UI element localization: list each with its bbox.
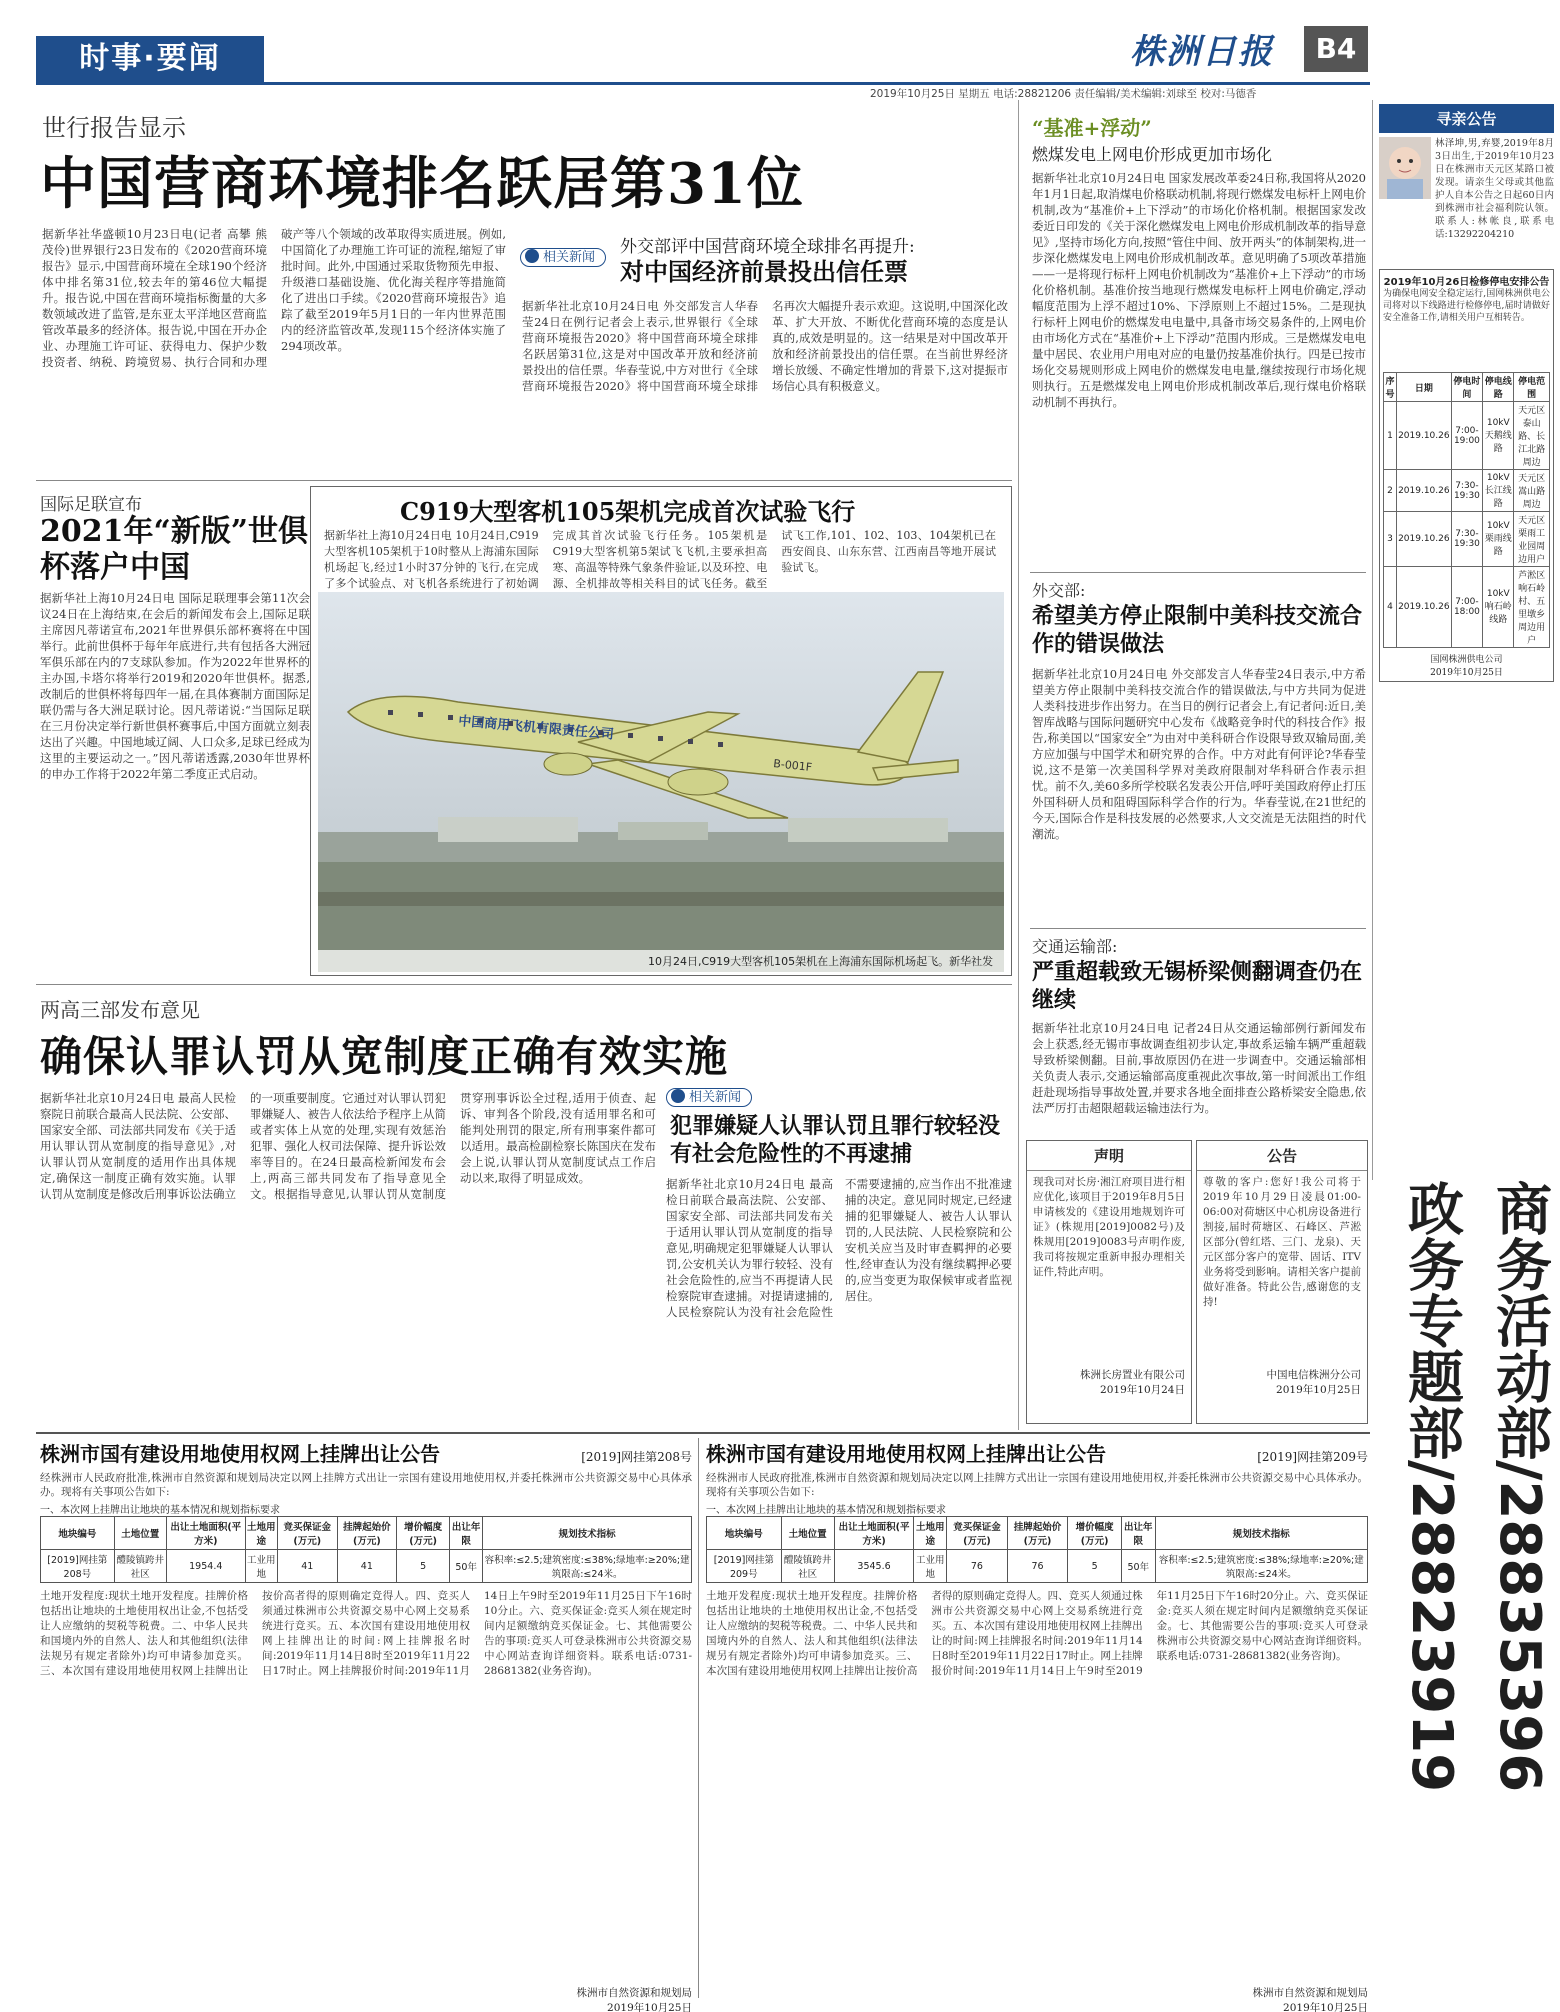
power-body: 据新华社北京10月24日电 国家发展改革委24日称,我国将从2020年1月1日起,取消煤电价格联动机制,将现行燃煤发电标杆上网电价机制,改为“基准价+上下浮动”的市场化价格机制。根据国家发改委近日印发的《关于深化燃煤发电上网电价形成机制改革的指导意见》,坚持市场化方向,按照“管住中间、放开两头”的体制架构,进一步深化燃煤发电上网电价形成机制改革。意见明确了5项改革措施——一是将现行标杆上网电价机制改为“基准价+上下浮动”的市场化价格机制。基准价按当地现行燃煤发电标杆上网电价确定,浮动幅度范围为上浮不超过10%、下浮原则上不超过15%。二是现执行标杆上网电价的燃煤发电电量中,具备市场交易条件的,上网电价由市场化方式在“基准价+上下浮动”范围内形成。三是燃煤发电电量中居民、农业用户用电对应的电量仍按基准价执行。四是已按市场化交易规则形成上网电价的燃煤发电电量,继续按现行市场化规则执行。五是燃煤发电上网电价形成机制改革后,现行煤电价格联动机制不再执行。 [1032, 171, 1366, 409]
section-tag: 时事·要闻 [36, 36, 264, 82]
plea-related-body: 据新华社北京10月24日电 最高检日前联合最高法院、公安部、国家安全部、司法部共同发布关于适用认罪认罚从宽制度的指导意见,明确规定犯罪嫌疑人认罪认罚,公安机关认为罪行较轻、没有社会危险性的,应当不再提请人民检察院审查逮捕。对提请逮捕的,人民检察院认为没有社会危险性不需要逮捕的,应当作出不批准逮捕的决定。意见同时规定,已经逮捕的犯罪嫌疑人、被告人认罪认罚的,人民法院、人民检察院和公安机关应当及时审查羁押的必要性,经审查认为没有继续羁押必要的,应当变更为取保候审或者监视居住。 [666, 1177, 1012, 1319]
missing-person-body: 林泽坤,男,弃婴,2019年8月3日出生,于2019年10月23日在株洲市天元区某路口被发现。请亲生父母或其他监护人自本公告之日起60日内到株洲市社会福利院认领。联系人:林帐良,联系电话:13292204210 [1435, 138, 1554, 240]
schedule-cell-area: 芦淞区响石岭村、五里墩乡周边用户 [1514, 567, 1550, 648]
schedule-cell-no: 3 [1384, 512, 1397, 567]
football-title: 2021年“新版”世俱杯落户中国 [40, 514, 309, 585]
ranking-body: 据新华社华盛顿10月23日电(记者 高攀 熊茂伶)世界银行23日发布的《2020营商环境报告》显示,中国营商环境在全球190个经济体中排名第31位,较去年的第46位大幅提升。报告说,中国在营商环境指标衡量的大多数领域改进了监管,是东亚太平洋地区营商监管改革最多的经济体。报告说,中国在开办企业、办理施工许可证、获得电力、保护少数投资者、纳税、跨境贸易、执行合同和办理破产等八个领域的改革取得实质进展。例如,中国简化了办理施工许可证的流程,缩短了审批时间。此外,中国通过采取货物预先申报、升级港口基础设施、优化海关程序等措施简化了进出口手续。《2020营商环境报告》追踪了截至2019年5月1日的一年内世界范围内的经济监管改革,发现115个经济体实施了294项改革。 [42, 227, 506, 369]
land-208-ref: [2019]网挂第208号 [581, 1450, 692, 1464]
divider [36, 984, 1012, 985]
land-208-intro: 经株洲市人民政府批准,株洲市自然资源和规划局决定以网上挂牌方式出让一宗国有建设用地使用权,并委托株洲市公共资源交易中心具体承办。现将有关事项公告如下: [40, 1472, 692, 1498]
plane-registration: B-001F [772, 757, 813, 775]
c919-photo [318, 592, 1004, 972]
schedule-cell-line: 10kV天鹅线路 [1483, 402, 1514, 470]
land-header-cell: 挂牌起始价(万元) [1007, 1517, 1068, 1550]
hotline-government: 政务专题部/28823919 [1399, 1180, 1464, 1793]
divider [36, 480, 1012, 481]
land-header-cell: 竞买保证金(万元) [947, 1517, 1008, 1550]
column-rule [698, 1438, 699, 1998]
page-number: B4 [1304, 26, 1368, 72]
land-header-cell: 出让年限 [1122, 1517, 1156, 1550]
land-cell: 76 [947, 1550, 1008, 1583]
land-208-table-caption: 一、本次网上挂牌出让地块的基本情况和规划指标要求 [40, 1505, 280, 1516]
land-209-signer: 株洲市自然资源和规划局 [1252, 1987, 1368, 1999]
c919-body: 据新华社上海10月24日电 10月24日,C919大型客机105架机于10时整从上海浦东国际机场起飞,经过1小时37分钟的飞行,在完成了多个试验点、对飞机各系统进行了初始调 完成其首次试验飞行任务。105架机是C919大型客机第5架试飞飞机,主要承担高寒、高温等特殊气象条件验证,以及环控、电源、全机排故等相关科目的试飞任务。截至 试飞工作,101、102、103、104架机已在西安阎良、山东东营、江西南昌等地开展试验试飞。 [324, 529, 996, 590]
schedule-cell-area: 天元区栗雨工业园周边用户 [1514, 512, 1550, 567]
land-header-cell: 地块编号 [41, 1517, 115, 1550]
schedule-cell-time: 7:00-19:00 [1451, 402, 1483, 470]
land-cell: 工业用地 [245, 1550, 277, 1583]
schedule-date: 2019年10月25日 [1430, 668, 1503, 678]
land-cell: 醴陵镇跨井社区 [781, 1550, 834, 1583]
telecom-title: 公告 [1197, 1141, 1367, 1171]
schedule-header-cell: 停电线路 [1483, 373, 1514, 402]
us-body: 据新华社北京10月24日电 外交部发言人华春莹24日表示,中方希望美方停止限制中美科技交流合作的错误做法,与中方共同为促进人类科技进步作出努力。在当日的例行记者会上,有记者问:近日,美智库战略与国际问题研究中心发布《战略竞争时代的科技合作》报告,称美国以“国家安全”为由对中美科研合作设限导致双输局面,美方应加强与中国学术和研究界的合作。中方对此有何评论?华春莹说,这不是第一次美国科学界对美政府限制对华科研合作表示担忧。前不久,美60多所学校联名发表公开信,呼吁美国政府停止打压外国科研人员和阻碍国际科学合作的行为。华春莹说,在21世纪的今天,国际合作是科技发展的必然要求,人文交流是无法阻挡的时代潮流。 [1032, 667, 1366, 841]
land-cell: [2019]网挂第209号 [707, 1550, 782, 1583]
land-209-date: 2019年10月25日 [1283, 2002, 1368, 2012]
plea-kicker: 两高三部发布意见 [40, 998, 200, 1022]
land-cell: 50年 [450, 1550, 483, 1583]
statement-title: 声明 [1027, 1141, 1191, 1171]
land-header-cell: 土地用途 [914, 1517, 947, 1550]
baby-photo [1379, 137, 1431, 199]
us-kicker: 外交部: [1032, 581, 1086, 600]
land-cell: 76 [1007, 1550, 1068, 1583]
land-header-cell: 规划技术指标 [483, 1517, 692, 1550]
land-header-cell: 土地位置 [781, 1517, 834, 1550]
divider [1030, 928, 1366, 929]
statement-body: 现我司对长房·湘江府项目进行相应优化,该项目于2019年8月5日申请核发的《建设用地规划许可证》(株规用[2019]0082号)及株规用[2019]0083号声明作废,我司将按规定重新申报办理相关证件,特此声明。 [1033, 1176, 1185, 1278]
missing-person-title: 寻亲公告 [1379, 104, 1554, 133]
schedule-header-cell: 停电时间 [1451, 373, 1483, 402]
land-209-title: 株洲市国有建设用地使用权网上挂牌出让公告 [706, 1442, 1106, 1466]
land-cell: 41 [337, 1550, 397, 1583]
schedule-cell-area: 天元区嵩山路周边 [1514, 470, 1550, 512]
land-cell: 5 [1068, 1550, 1122, 1583]
schedule-cell-no: 4 [1384, 567, 1397, 648]
schedule-row [1384, 567, 1550, 648]
schedule-cell-area: 天元区泰山路、长江北路周边 [1514, 402, 1550, 470]
plea-title: 确保认罪认罚从宽制度正确有效实施 [40, 1032, 729, 1081]
plane-fuselage-text: 中国商用飞机有限责任公司 [457, 714, 615, 743]
land-header-cell: 土地位置 [114, 1517, 166, 1550]
land-cell: 5 [397, 1550, 450, 1583]
ranking-title: 中国营商环境排名跃居第31位 [40, 151, 804, 217]
land-208-date: 2019年10月25日 [607, 2002, 692, 2012]
bridge-body: 据新华社北京10月24日电 记者24日从交通运输部例行新闻发布会上获悉,经无锡市事故调查组初步认定,事故系运输车辆严重超载导致桥梁侧翻。目前,事故原因仍在进一步调查中。交通运输部相关负责人表示,交通运输部高度重视此次事故,第一时间派出工作组赶赴现场指导事故处置,并要求各地全面排查公路桥梁安全隐患,依法严厉打击超限超载运输违法行为。 [1032, 1021, 1366, 1115]
schedule-cell-time: 7:30-19:30 [1451, 470, 1483, 512]
land-cell: 3545.6 [834, 1550, 914, 1583]
schedule-header-cell: 停电范围 [1514, 373, 1550, 402]
schedule-cell-time: 7:00-18:00 [1451, 567, 1483, 648]
power-title: 燃煤发电上网电价形成更加市场化 [1032, 145, 1273, 164]
sidebar [1372, 100, 1560, 1180]
land-208-table [40, 1516, 692, 1583]
schedule-cell-date: 2019.10.26 [1397, 567, 1452, 648]
land-cell: 41 [277, 1550, 337, 1583]
schedule-cell-date: 2019.10.26 [1397, 512, 1452, 567]
land-cell: 50年 [1122, 1550, 1156, 1583]
land-header-cell: 增价幅度(万元) [1068, 1517, 1122, 1550]
statement-notice [1026, 1140, 1192, 1424]
football-kicker: 国际足联宣布 [40, 495, 142, 515]
land-208-title: 株洲市国有建设用地使用权网上挂牌出让公告 [40, 1442, 440, 1466]
telecom-notice [1196, 1140, 1368, 1424]
plea-related-badge: 相关新闻 [666, 1086, 752, 1105]
power-kicker: “基准+浮动” [1032, 116, 1152, 140]
schedule-title: 2019年10月26日检修停电安排公告 [1383, 277, 1550, 288]
schedule-cell-line: 10kV响石岭线路 [1483, 567, 1514, 648]
schedule-row [1384, 402, 1550, 470]
schedule-header-cell: 日期 [1397, 373, 1452, 402]
schedule-intro: 为确保电网安全稳定运行,国网株洲供电公司将对以下线路进行检修停电,届时请做好安全准备工作,请相关用户互相转告。 [1383, 289, 1550, 323]
schedule-cell-time: 7:30-19:30 [1451, 512, 1483, 567]
land-header-cell: 竞买保证金(万元) [277, 1517, 337, 1550]
schedule-cell-date: 2019.10.26 [1397, 470, 1452, 512]
hotline-commerce: 商务活动部/28835396 [1487, 1180, 1552, 1793]
header-rule [36, 82, 1370, 85]
statement-signer: 株洲长房置业有限公司 [1080, 1369, 1185, 1381]
land-209-table-caption: 一、本次网上挂牌出让地块的基本情况和规划指标要求 [706, 1505, 946, 1516]
land-208-body: 土地开发程度:现状土地开发程度。挂牌价格包括出让地块的土地使用权出让金,不包括受让人应缴纳的契税等税费。二、中华人民共和国境内外的自然人、法人和其他组织(法律法规另有规定者除外)均可申请参加竞买。三、本次国有建设用地使用权网上挂牌出让按价高者得的原则确定竞得人。四、竞买人须通过株洲市公共资源交易中心网上交易系统进行竞买。五、本次国有建设用地使用权网上挂牌出让的时间:网上挂牌报名时间:2019年11月14日8时至2019年11月22日17时止。网上挂牌报价时间:2019年11月14日上午9时至2019年11月25日下午16时10分止。六、竞买保证金:竞买人须在规定时间内足额缴纳竞买保证金。七、其他需要公告的事项:竞买人可登录株洲市公共资源交易中心网站查询详细资料。联系电话:0731-28681382(业务咨询)。 [40, 1590, 692, 1677]
airplane-image [318, 592, 1004, 972]
schedule-cell-date: 2019.10.26 [1397, 402, 1452, 470]
land-header-cell: 地块编号 [707, 1517, 782, 1550]
land-209-body: 土地开发程度:现状土地开发程度。挂牌价格包括出让地块的土地使用权出让金,不包括受让人应缴纳的契税等税费。二、中华人民共和国境内外的自然人、法人和其他组织(法律法规另有规定者除外)均可申请参加竞买。三、本次国有建设用地使用权网上挂牌出让按价高者得的原则确定竞得人。四、竞买人须通过株洲市公共资源交易中心网上交易系统进行竞买。五、本次国有建设用地使用权网上挂牌出让的时间:网上挂牌报名时间:2019年11月14日8时至2019年11月22日17时止。网上挂牌报价时间:2019年11月14日上午9时至2019年11月25日下午16时20分止。六、竞买保证金:竞买人须在规定时间内足额缴纳竞买保证金。七、其他需要公告的事项:竞买人可登录株洲市公共资源交易中心网站查询详细资料。联系电话:0731-28681382(业务咨询)。 [706, 1590, 1368, 1677]
column-rule [1018, 100, 1019, 1430]
land-cell: [2019]网挂第208号 [41, 1550, 115, 1583]
land-cell: 工业用地 [914, 1550, 947, 1583]
land-header-cell: 挂牌起始价(万元) [337, 1517, 397, 1550]
land-208-signer: 株洲市自然资源和规划局 [576, 1987, 692, 1999]
telecom-signer: 中国电信株洲分公司 [1266, 1369, 1361, 1381]
divider [36, 1432, 1370, 1434]
mfa-kicker: 外交部评中国营商环境全球排名再提升: [620, 237, 915, 257]
telecom-body: 尊敬的客户:您好!我公司将于2019年10月29日凌晨01:00-06:00对荷塘区中心机房设备进行割接,届时荷塘区、石峰区、芦淞区部分(曾红塔、三门、龙泉)、天元区部分客户的宽带、固话、ITV业务将受到影响。请相关客户提前做好准备。特此公告,感谢您的支持! [1203, 1176, 1361, 1308]
schedule-cell-line: 10kV栗雨线路 [1483, 512, 1514, 567]
land-header-cell: 出让土地面积(平方米) [166, 1517, 245, 1550]
mfa-body: 据新华社北京10月24日电 外交部发言人华春莹24日在例行记者会上表示,世界银行《全球营商环境报告2020》将中国营商环境全球排名跃居第31位,这是对中国改革开放和经济前景投出的信任票。华春莹说,中方对世行《全球营商环境报告2020》将中国营商环境全球排名再次大幅提升表示欢迎。这说明,中国深化改革、扩大开放、不断优化营商环境的态度是认真的,成效是明显的。这一结果是对中国改革开放和经济前景投出的信任票。在当前世界经济增长放缓、不确定性增加的背景下,这对提振市场信心具有积极意义。 [522, 299, 1008, 393]
schedule-cell-no: 2 [1384, 470, 1397, 512]
land-cell: 容积率:≤2.5;建筑密度:≤38%;绿地率:≥20%;建筑限高:≤24米。 [483, 1550, 692, 1583]
outage-table [1383, 372, 1550, 648]
land-cell: 1954.4 [166, 1550, 245, 1583]
bridge-title: 严重超载致无锡桥梁侧翻调查仍在继续 [1032, 959, 1363, 1013]
land-notice-208 [40, 1438, 692, 2012]
divider [1030, 572, 1366, 573]
schedule-header-cell: 序号 [1384, 373, 1397, 402]
plea-body: 据新华社北京10月24日电 最高人民检察院日前联合最高人民法院、公安部、国家安全部、司法部共同发布《关于适用认罪认罚从宽制度的指导意见》,对认罪认罚从宽制度的适用作出具体规定,确保这一制度正确有效实施。认罪认罚从宽制度是修改后刑事诉讼法确立的一项重要制度。它通过对认罪认罚犯罪嫌疑人、被告人依法给予程序上从简或者实体上从宽的处理,实现有效惩治犯罪、强化人权司法保障、提升诉讼效率等目的。在24日最高检新闻发布会上,两高三部共同发布了指导意见全文。根据指导意见,认罪认罚从宽制度贯穿刑事诉讼全过程,适用于侦查、起诉、审判各个阶段,没有适用罪名和可能判处刑罚的限定,所有刑事案件都可以适用。最高检副检察长陈国庆在发布会上说,认罪认罚从宽制度试点工作启动以来,取得了明显成效。 [40, 1091, 656, 1201]
bridge-kicker: 交通运输部: [1032, 937, 1118, 956]
ranking-kicker: 世行报告显示 [42, 114, 186, 142]
schedule-row [1384, 470, 1550, 512]
land-header-cell: 规划技术指标 [1155, 1517, 1367, 1550]
masthead-logo: 株洲日报 [1130, 32, 1274, 72]
telecom-date: 2019年10月25日 [1276, 1384, 1361, 1396]
plea-related-title: 犯罪嫌疑人认罪认罚且罪行较轻没有社会危险性的不再逮捕 [670, 1113, 1001, 1167]
c919-title: C919大型客机105架机完成首次试验飞行 [400, 497, 856, 526]
mfa-title: 对中国经济前景投出信任票 [620, 257, 908, 286]
land-209-table [706, 1516, 1368, 1583]
football-body: 据新华社上海10月24日电 国际足联理事会第11次会议24日在上海结束,在会后的新闻发布会上,国际足联主席因凡蒂诺宣布,2021年世界俱乐部杯赛将在中国举行。此前世俱杯于每年年底进行,共有包括各大洲冠军俱乐部在内的7支球队参加。作为2022年世界杯的主办国,卡塔尔将举行2019和2020年世俱杯。据悉,改制后的世俱杯将每四年一届,在具体赛制方面国际足联仍需与各大洲足联讨论。因凡蒂诺说:“当国际足联在三月份决定举行新世俱杯赛事后,中国方面就立刻表达出了兴趣。中国地域辽阔、人口众多,足球已经成为这里的主要运动之一。”因凡蒂诺透露,2030年世界杯的申办工作将于2022年第二季度正式启动。 [40, 591, 310, 781]
schedule-cell-no: 1 [1384, 402, 1397, 470]
land-header-cell: 出让年限 [450, 1517, 483, 1550]
c919-caption: 10月24日,C919大型客机105架机在上海浦东国际机场起飞。新华社发 [648, 955, 994, 968]
statement-date: 2019年10月24日 [1100, 1384, 1185, 1396]
date-line: 2019年10月25日 星期五 电话:28821206 责任编辑/美术编辑:刘球至 校对:马德香 [870, 88, 1257, 100]
schedule-cell-line: 10kV长江线路 [1483, 470, 1514, 512]
us-title: 希望美方停止限制中美科技交流合作的错误做法 [1032, 603, 1363, 657]
land-header-cell: 土地用途 [245, 1517, 277, 1550]
land-notice-209 [706, 1438, 1368, 2012]
land-header-cell: 增价幅度(万元) [397, 1517, 450, 1550]
schedule-row [1384, 512, 1550, 567]
land-cell: 醴陵镇跨井社区 [114, 1550, 166, 1583]
land-209-ref: [2019]网挂第209号 [1257, 1450, 1368, 1464]
mfa-badge: 相关新闻 [520, 246, 606, 265]
land-cell: 容积率:≤2.5;建筑密度:≤38%;绿地率:≥20%;建筑限高:≤24米。 [1155, 1550, 1367, 1583]
land-header-cell: 出让土地面积(平方米) [834, 1517, 914, 1550]
schedule-signer: 国网株洲供电公司 [1430, 655, 1503, 665]
land-209-intro: 经株洲市人民政府批准,株洲市自然资源和规划局决定以网上挂牌方式出让一宗国有建设用地使用权,并委托株洲市公共资源交易中心具体承办。现将有关事项公告如下: [706, 1472, 1368, 1498]
